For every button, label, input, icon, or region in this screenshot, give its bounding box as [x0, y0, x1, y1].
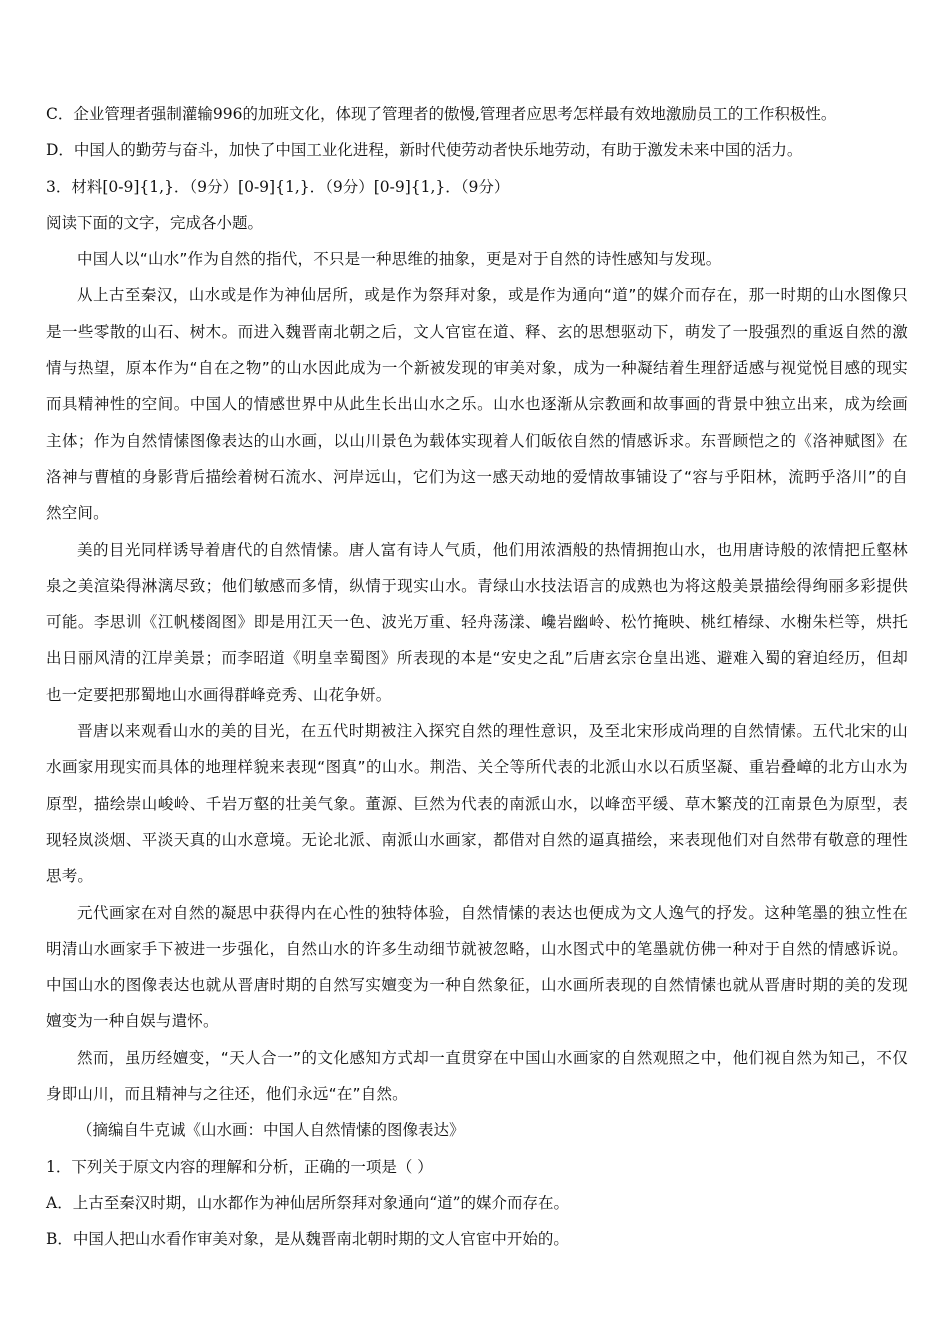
passage-source: （摘编自牛克诚《山水画：中国人自然情愫的图像表达》	[77, 1121, 465, 1140]
question-option-a: A．上古至秦汉时期，山水都作为神仙居所祭拜对象通向“道”的媒介而存在。	[46, 1193, 570, 1212]
option-d: D．中国人的勤劳与奋斗，加快了中国工业化进程，新时代使劳动者快乐地劳动，有助于激发未来中国的活力。	[46, 141, 803, 160]
question-stem: 1．下列关于原文内容的理解和分析，正确的一项是（ ）	[46, 1157, 433, 1176]
passage-paragraph-3: 美的目光同样诱导着唐代的自然情愫。唐人富有诗人气质，他们用浓酒般的热情拥抱山水，也用唐诗般的浓情把丘壑林泉之美渲染得淋漓尽致；他们敏感而多情，纵情于现实山水。青绿山水技法语言的成熟也为将这般美景描绘得绚丽多彩提供可能。李思训《江帆楼阁图》即是用江天一色、波光万重、轻舟荡漾、巉岩幽岭、松竹掩映、桃红椿绿、水榭朱栏等，烘托出日丽风清的江岸美景；而李昭道《明皇幸蜀图》所表现的本是“安史之乱”后唐玄宗仓皇出逃、避难入蜀的窘迫经历，但却也一定要把那蜀地山水画得群峰竞秀、山花争妍。	[46, 540, 908, 704]
option-c: C．企业管理者强制灌输996的加班文化，体现了管理者的傲慢,管理者应思考怎样最有效地激励员工的工作积极性。	[46, 105, 837, 123]
question-option-b: B．中国人把山水看作审美对象，是从魏晋南北朝时期的文人官宦中开始的。	[46, 1230, 569, 1249]
document-page	[46, 96, 908, 1258]
passage-paragraph-4: 晋唐以来观看山水的美的目光，在五代时期被注入探究自然的理性意识，及至北宋形成尚理的自然情愫。五代北宋的山水画家用现实而具体的地理样貌来表现“图真”的山水。荆浩、关仝等所代表的北派山水以石质坚凝、重岩叠嶂的北方山水为原型，描绘崇山峻岭、千岩万壑的壮美气象。董源、巨然为代表的南派山水，以峰峦平缓、草木繁茂的江南景色为原型，表现轻岚淡烟、平淡天真的山水意境。无论北派、南派山水画家，都借对自然的逼真描绘，来表现他们对自然带有敬意的理性思考。	[46, 722, 908, 886]
section-header: 3．材料[0-9]{1,}．（9分）[0-9]{1,}．（9分）[0-9]{1,}．（9分）	[46, 177, 510, 196]
passage-paragraph-1: 中国人以“山水”作为自然的指代，不只是一种思维的抽象，更是对于自然的诗性感知与发现。	[77, 250, 722, 269]
passage-paragraph-2: 从上古至秦汉，山水或是作为神仙居所，或是作为祭拜对象，或是作为通向“道”的媒介而存在，那一时期的山水图像只是一些零散的山石、树木。而进入魏晋南北朝之后，文人官宦在道、释、玄的思想驱动下，萌发了一股强烈的重返自然的激情与热望，原本作为“自在之物”的山水因此成为一个新被发现的审美对象，成为一种凝结着生理舒适感与视觉悦目感的现实而具精神性的空间。中国人的情感世界中从此生长出山水之乐。山水也逐渐从宗教画和故事画的背景中独立出来，成为绘画主体；作为自然情愫图像表达的山水画，以山川景色为载体实现着人们皈依自然的情感诉求。东晋顾恺之的《洛神赋图》在洛神与曹植的身影背后描绘着树石流水、河岸远山，它们为这一感天动地的爱情故事铺设了“容与乎阳林，流眄乎洛川”的自然空间。	[46, 286, 908, 523]
reading-instruction: 阅读下面的文字，完成各小题。	[46, 213, 264, 232]
passage-paragraph-6: 然而，虽历经嬗变，“天人合一”的文化感知方式却一直贯穿在中国山水画家的自然观照之中，他们视自然为知己，不仅身即山川，而且精神与之往还，他们永远“在”自然。	[46, 1048, 908, 1104]
passage-paragraph-5: 元代画家在对自然的凝思中获得内在心性的独特体验，自然情愫的表达也便成为文人逸气的抒发。这种笔墨的独立性在明清山水画家手下被进一步强化，自然山水的许多生动细节就被忽略，山水图式中的笔墨就仿佛一种对于自然的情感诉说。中国山水的图像表达也就从晋唐时期的自然写实嬗变为一种自然象征，山水画所表现的自然情愫也就从晋唐时期的美的发现嬗变为一种自娱与遣怀。	[46, 903, 908, 1031]
